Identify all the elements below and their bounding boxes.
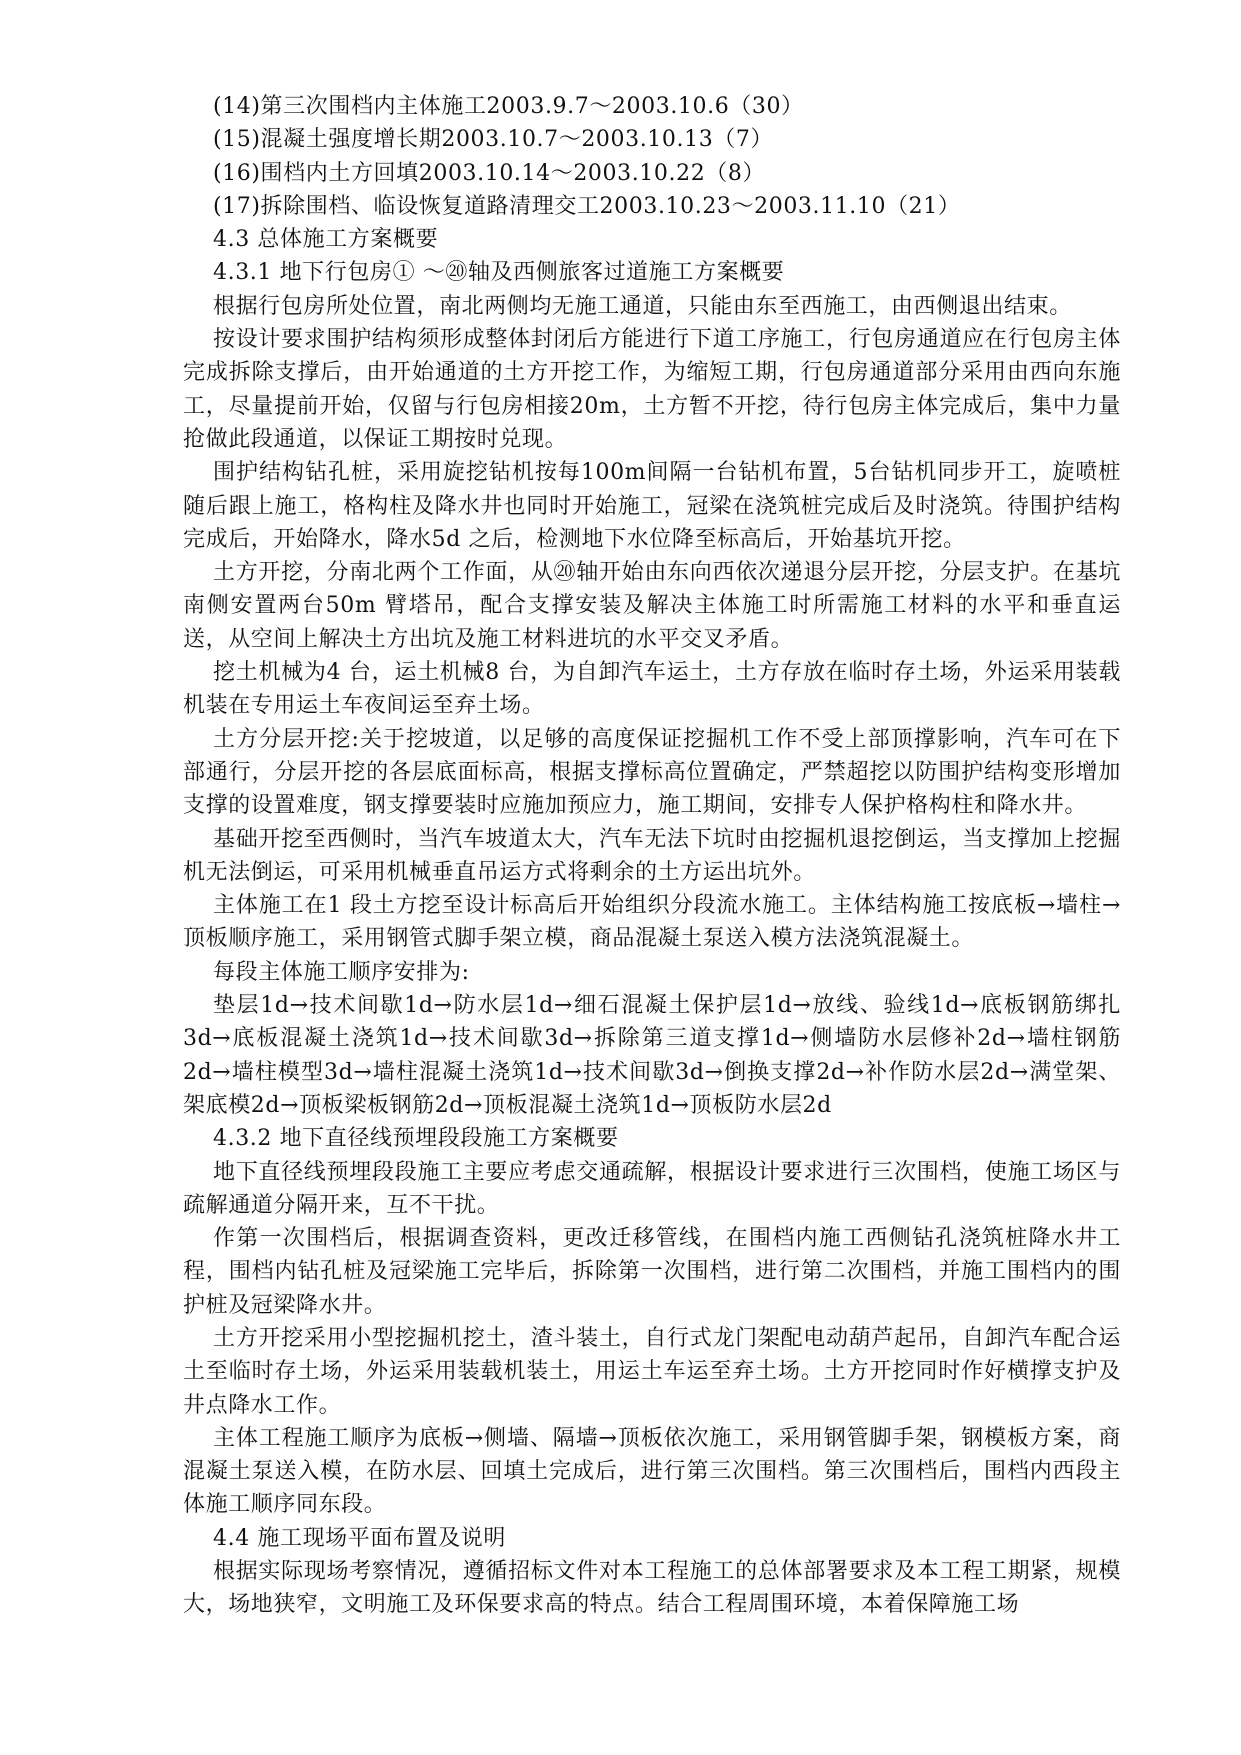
schedule-item-14: (14)第三次围档内主体施工2003.9.7～2003.10.6（30） — [213, 94, 804, 119]
body-paragraph: 地下直径线预埋段段施工主要应考虑交通疏解，根据设计要求进行三次围档，使施工场区与疏解通道分隔开来，互不干扰。 — [183, 1159, 1121, 1218]
section-heading-4-3-1: 4.3.1 地下行包房① ～⑳轴及西侧旅客过道施工方案概要 — [213, 260, 785, 286]
body-paragraph: 土方开挖采用小型挖掘机挖土，渣斗装土，自行式龙门架配电动葫芦起吊，自卸汽车配合运土至临时存土场，外运采用装载机装土，用运土车运至弃土场。土方开挖同时作好横撑支护及井点降水工作。 — [183, 1325, 1121, 1418]
document-body — [183, 90, 1121, 1622]
construction-sequence: 垫层1d→技术间歇1d→防水层1d→细石混凝土保护层1d→放线、验线1d→底板钢筋绑扎3d→底板混凝土浇筑1d→技术间歇3d→拆除第三道支撑1d→侧墙防水层修补2d→墙柱钢筋2d→墙柱模型3d→墙柱混凝土浇筑1d→技术间歇3d→倒换支撑2d→补作防水层2d→满堂架、架底模2d→顶板梁板钢筋2d→顶板混凝土浇筑1d→顶板防水层2d — [183, 993, 1121, 1118]
schedule-item-17: (17)拆除围档、临设恢复道路清理交工2003.10.23～2003.11.10（21） — [213, 193, 961, 219]
body-paragraph: 主体工程施工顺序为底板→侧墙、隔墙→顶板依次施工，采用钢管脚手架，钢模板方案，商混凝土泵送入模，在防水层、回填土完成后，进行第三次围档。第三次围档后，围档内西段主体施工顺序同东段。 — [183, 1425, 1121, 1518]
section-heading-4-4: 4.4 施工现场平面布置及说明 — [213, 1525, 506, 1551]
body-paragraph: 按设计要求围护结构须形成整体封闭后方能进行下道工序施工，行包房通道应在行包房主体完成拆除支撑后，由开始通道的土方开挖工作，为缩短工期，行包房通道部分采用由西向东施工，尽量提前开始，仅留与行包房相接20m，土方暂不开挖，待行包房主体完成后，集中力量抢做此段通道，以保证工期按时兑现。 — [183, 327, 1121, 452]
body-paragraph: 根据行包房所处位置，南北两侧均无施工通道，只能由东至西施工，由西侧退出结束。 — [213, 293, 1072, 319]
schedule-item-15: (15)混凝土强度增长期2003.10.7～2003.10.13（7） — [213, 127, 774, 153]
body-paragraph: 土方分层开挖:关于挖坡道，以足够的高度保证挖掘机工作不受上部顶撑影响，汽车可在下部通行，分层开挖的各层底面标高，根据支撑标高位置确定，严禁超挖以防围护结构变形增加支撑的设置难度，钢支撑要装时应施加预应力，施工期间，安排专人保护格构柱和降水井。 — [183, 726, 1121, 819]
body-paragraph: 根据实际现场考察情况，遵循招标文件对本工程施工的总体部署要求及本工程工期紧，规模大，场地狭窄，文明施工及环保要求高的特点。结合工程周围环境，本着保障施工场 — [183, 1559, 1121, 1618]
section-heading-4-3-2: 4.3.2 地下直径线预埋段段施工方案概要 — [213, 1126, 619, 1152]
schedule-item-16: (16)围档内土方回填2003.10.14～2003.10.22（8） — [213, 160, 766, 186]
body-paragraph: 围护结构钻孔桩，采用旋挖钻机按每100m间隔一台钻机布置，5台钻机同步开工，旋喷桩随后跟上施工，格构柱及降水井也同时开始施工，冠梁在浇筑桩完成后及时浇筑。待围护结构完成后，开始降水，降水5d 之后，检测地下水位降至标高后，开始基坑开挖。 — [183, 460, 1121, 552]
body-paragraph: 土方开挖，分南北两个工作面，从⑳轴开始由东向西依次递退分层开挖，分层支护。在基坑南侧安置两台50m 臂塔吊，配合支撑安装及解决主体施工时所需施工材料的水平和垂直运送，从空间上解决土方出坑及施工材料进坑的水平交叉矛盾。 — [183, 560, 1121, 652]
body-paragraph: 每段主体施工顺序安排为: — [213, 959, 470, 985]
section-heading-4-3: 4.3 总体施工方案概要 — [213, 227, 439, 253]
body-paragraph: 主体施工在1 段土方挖至设计标高后开始组织分段流水施工。主体结构施工按底板→墙柱→顶板顺序施工，采用钢管式脚手架立模，商品混凝土泵送入模方法浇筑混凝土。 — [183, 893, 1121, 952]
body-paragraph: 作第一次围档后，根据调查资料，更改迁移管线，在围档内施工西侧钻孔浇筑桩降水井工程，围档内钻孔桩及冠梁施工完毕后，拆除第一次围档，进行第二次围档，并施工围档内的围护桩及冠梁降水井。 — [183, 1226, 1121, 1318]
body-paragraph: 基础开挖至西侧时，当汽车坡道太大，汽车无法下坑时由挖掘机退挖倒运，当支撑加上挖掘机无法倒运，可采用机械垂直吊运方式将剩余的土方运出坑外。 — [183, 826, 1121, 885]
body-paragraph: 挖土机械为4 台，运土机械8 台，为自卸汽车运土，土方存放在临时存土场，外运采用装载机装在专用运土车夜间运至弃土场。 — [183, 660, 1121, 719]
